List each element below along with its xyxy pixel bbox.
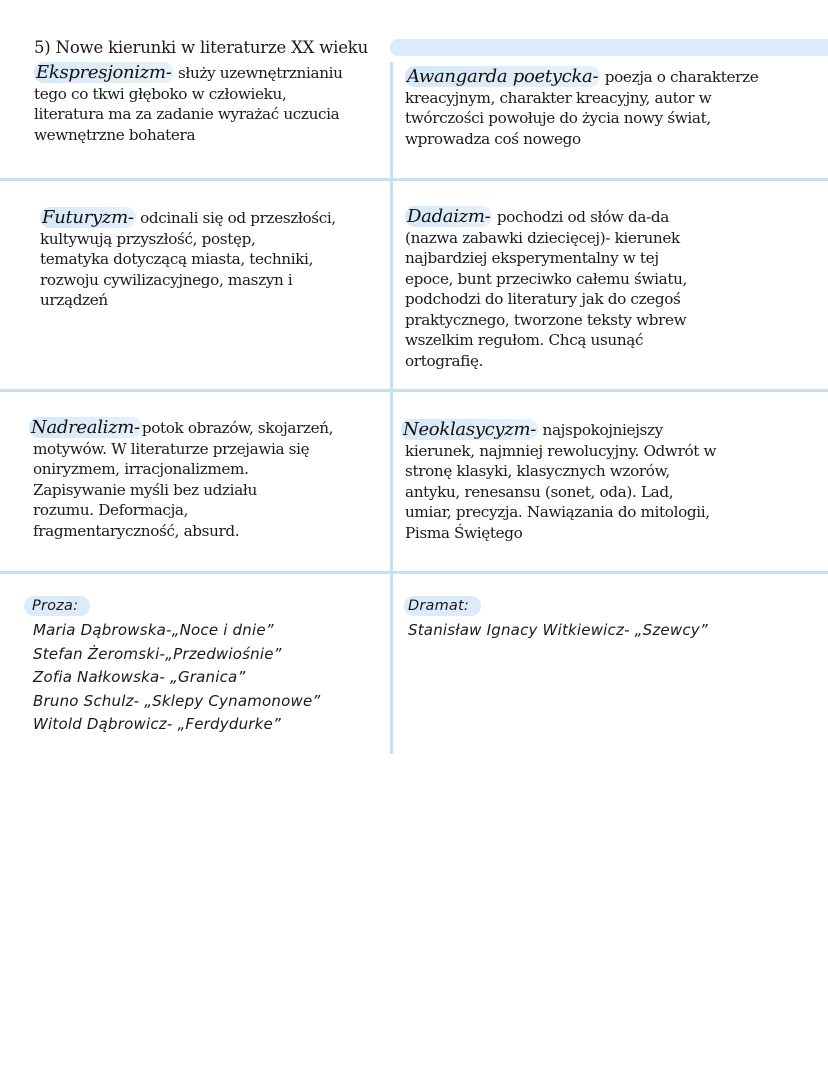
text: odcinali się od przeszłości, [135, 209, 336, 227]
line-1: kreacyjnym, charakter kreacyjny, autor w [405, 88, 712, 107]
line-1: tego co tkwi głęboko w człowieku, [34, 84, 287, 103]
line-1: motywów. W literaturze przejawia się [33, 439, 310, 458]
row-divider-3 [0, 571, 828, 574]
line-7: ortografię. [405, 351, 484, 370]
proza-item: Bruno Schulz- „Sklepy Cynamonowe” [33, 691, 321, 710]
column-divider [390, 62, 393, 754]
cell-awangarda [405, 67, 758, 149]
proza-item: Witold Dąbrowicz- „Ferdydurke” [33, 715, 281, 733]
line-3: rozwoju cywilizacyjnego, maszyn i [40, 270, 293, 289]
line-0 [34, 63, 343, 84]
line-1: kierunek, najmniej rewolucyjny. Odwrót w [405, 441, 717, 460]
title-highlight-bar [390, 39, 828, 56]
line-5: fragmentaryczność, absurd. [33, 521, 240, 540]
line-4: urządzeń [40, 291, 108, 309]
works-proza [24, 594, 320, 737]
line-0 [405, 207, 687, 228]
line-4: umiar, precyzja. Nawiązania do mitologii, [405, 503, 710, 521]
text: służy uzewnętrznianiu [173, 64, 343, 82]
line-3: wewnętrzne bohatera [34, 125, 196, 144]
row-divider-2 [0, 389, 828, 392]
cell-dadaizm [405, 207, 687, 371]
line-6: wszelkim regułom. Chcą usunąć [405, 331, 644, 349]
line-5: praktycznego, tworzone teksty wbrew [405, 310, 687, 329]
cell-ekspresjonizm [34, 63, 343, 145]
term-futuryzm: Futuryzm- [42, 207, 134, 228]
line-4: rozumu. Deformacja, [33, 501, 189, 519]
line-0 [29, 418, 333, 439]
line-5: Pisma Świętego [405, 523, 523, 542]
text: potok obrazów, skojarzeń, [141, 419, 334, 437]
line-2: literatura ma za zadanie wyrażać uczucia [34, 105, 340, 123]
line-1: kultywują przyszłość, postęp, [40, 229, 256, 248]
proza-item: Zofia Nałkowska- „Granica” [33, 668, 246, 686]
line-1: (nazwa zabawki dziecięcej)- kierunek [405, 228, 680, 247]
line-3: antyku, renesansu (sonet, oda). Lad, [405, 482, 674, 501]
line-0 [401, 420, 716, 441]
line-0 [405, 67, 758, 88]
cell-neoklasycyzm [401, 420, 716, 543]
dramat-label: Dramat: [404, 596, 481, 616]
line-2: najbardziej eksperymentalny w tej [405, 249, 659, 267]
term-nadrealizm: Nadrealizm- [31, 417, 140, 438]
line-2: twórczości powołuje do życia nowy świat, [405, 109, 711, 127]
proza-item: Stefan Żeromski-„Przedwiośnie” [33, 644, 282, 663]
line-3: wprowadza coś nowego [405, 129, 581, 148]
text: najspokojniejszy [538, 421, 663, 439]
page-title: 5) Nowe kierunki w literaturze XX wieku [34, 38, 369, 57]
dramat-item: Stanisław Ignacy Witkiewicz- „Szewcy” [408, 621, 708, 639]
text: pochodzi od słów da-da [492, 208, 669, 226]
line-2: oniryzmem, irracjonalizmem. [33, 460, 249, 478]
text: poezja o charakterze [600, 68, 759, 86]
term-dadaizm: Dadaizm- [407, 206, 491, 227]
works-dramat [404, 594, 708, 643]
term-ekspresjonizm: Ekspresjonizm- [36, 62, 172, 83]
cell-futuryzm [40, 208, 336, 311]
proza-item: Maria Dąbrowska-„Noce i dnie” [33, 621, 274, 639]
line-3: epoce, bunt przeciwko całemu światu, [405, 269, 688, 288]
proza-label: Proza: [24, 596, 90, 616]
term-neoklasycyzm: Neoklasycyzm- [403, 419, 537, 440]
line-4: podchodzi do literatury jak do czegoś [405, 290, 681, 308]
term-awangarda: Awangarda poetycka- [407, 66, 599, 87]
line-0 [40, 208, 336, 229]
row-divider-1 [0, 178, 828, 181]
line-2: stronę klasyki, klasycznych wzorów, [405, 462, 670, 480]
line-2: tematyka dotyczącą miasta, techniki, [40, 250, 314, 268]
cell-nadrealizm [29, 418, 333, 541]
line-3: Zapisywanie myśli bez udziału [33, 480, 257, 499]
